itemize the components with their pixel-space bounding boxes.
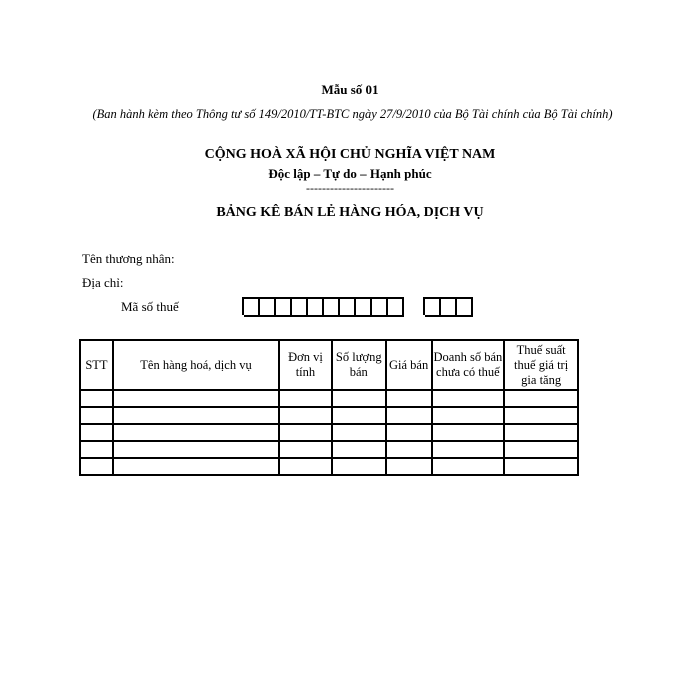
- table-row: [80, 458, 578, 475]
- tax-code-boxes-main[interactable]: [242, 297, 404, 315]
- col-header-item-name: Tên hàng hoá, dịch vụ: [113, 340, 279, 390]
- table-cell[interactable]: [332, 407, 386, 424]
- table-row: [80, 441, 578, 458]
- tax-code-digit-box[interactable]: [372, 297, 388, 317]
- merchant-name-label: Tên thương nhân:: [82, 251, 175, 266]
- table-cell[interactable]: [386, 441, 432, 458]
- table-cell[interactable]: [504, 458, 578, 475]
- table-cell[interactable]: [113, 441, 279, 458]
- table-cell[interactable]: [113, 390, 279, 407]
- tax-code-digit-box[interactable]: [324, 297, 340, 317]
- table-cell[interactable]: [332, 390, 386, 407]
- table-cell[interactable]: [279, 407, 332, 424]
- table-cell[interactable]: [386, 424, 432, 441]
- table-cell[interactable]: [113, 458, 279, 475]
- tax-code-digit-box[interactable]: [356, 297, 372, 317]
- table-cell[interactable]: [432, 441, 505, 458]
- table-cell[interactable]: [386, 407, 432, 424]
- divider: ----------------------: [306, 181, 394, 195]
- table-cell[interactable]: [432, 424, 505, 441]
- tax-code-digit-box[interactable]: [425, 297, 441, 317]
- col-header-revenue: Doanh số bán chưa có thuế: [432, 340, 505, 390]
- col-header-price: Giá bán: [386, 340, 432, 390]
- table-cell[interactable]: [279, 441, 332, 458]
- nation-title: CỘNG HOÀ XÃ HỘI CHỦ NGHĨA VIỆT NAM: [204, 147, 496, 162]
- table-cell[interactable]: [80, 390, 113, 407]
- col-header-stt: STT: [80, 340, 113, 390]
- table-cell[interactable]: [80, 407, 113, 424]
- table-cell[interactable]: [332, 458, 386, 475]
- table-cell[interactable]: [332, 424, 386, 441]
- goods-table: [79, 339, 579, 476]
- tax-code-digit-box[interactable]: [308, 297, 324, 317]
- col-header-vat-rate: Thuế suất thuế giá trị gia tăng: [504, 340, 578, 390]
- table-cell[interactable]: [432, 458, 505, 475]
- tax-code-digit-box[interactable]: [244, 297, 260, 317]
- table-cell[interactable]: [504, 424, 578, 441]
- tax-code-digit-box[interactable]: [388, 297, 404, 317]
- tax-code-digit-box[interactable]: [292, 297, 308, 317]
- table-cell[interactable]: [113, 407, 279, 424]
- table-cell[interactable]: [386, 458, 432, 475]
- tax-code-digit-box[interactable]: [276, 297, 292, 317]
- table-cell[interactable]: [504, 407, 578, 424]
- tax-code-digit-box[interactable]: [441, 297, 457, 317]
- table-cell[interactable]: [80, 424, 113, 441]
- table-header-row: [80, 340, 578, 390]
- tax-code-digit-box[interactable]: [457, 297, 473, 317]
- table-cell[interactable]: [113, 424, 279, 441]
- tax-code-label: Mã số thuế: [121, 299, 179, 314]
- table-row: [80, 407, 578, 424]
- table-cell[interactable]: [80, 441, 113, 458]
- col-header-quantity: Số lượng bán: [332, 340, 386, 390]
- address-label: Địa chỉ:: [82, 275, 124, 290]
- national-motto: Độc lập – Tự do – Hạnh phúc: [268, 166, 432, 181]
- table-cell[interactable]: [80, 458, 113, 475]
- tax-code-digit-box[interactable]: [260, 297, 276, 317]
- table-row: [80, 390, 578, 407]
- table-cell[interactable]: [386, 390, 432, 407]
- table-cell[interactable]: [504, 390, 578, 407]
- table-cell[interactable]: [432, 407, 505, 424]
- form-number: Mẫu số 01: [321, 82, 379, 97]
- document-title: BẢNG KÊ BÁN LẺ HÀNG HÓA, DỊCH VỤ: [216, 205, 484, 220]
- table-cell[interactable]: [332, 441, 386, 458]
- table-cell[interactable]: [279, 424, 332, 441]
- table-cell[interactable]: [279, 390, 332, 407]
- tax-code-digit-box[interactable]: [340, 297, 356, 317]
- table-cell[interactable]: [279, 458, 332, 475]
- table-row: [80, 424, 578, 441]
- table-cell[interactable]: [504, 441, 578, 458]
- issued-note: (Ban hành kèm theo Thông tư số 149/2010/TT-BTC ngày 27/9/2010 của Bộ Tài chính của Bộ Tài chính): [92, 107, 613, 121]
- col-header-unit: Đơn vị tính: [279, 340, 332, 390]
- table-cell[interactable]: [432, 390, 505, 407]
- tax-code-boxes-branch[interactable]: [423, 297, 473, 315]
